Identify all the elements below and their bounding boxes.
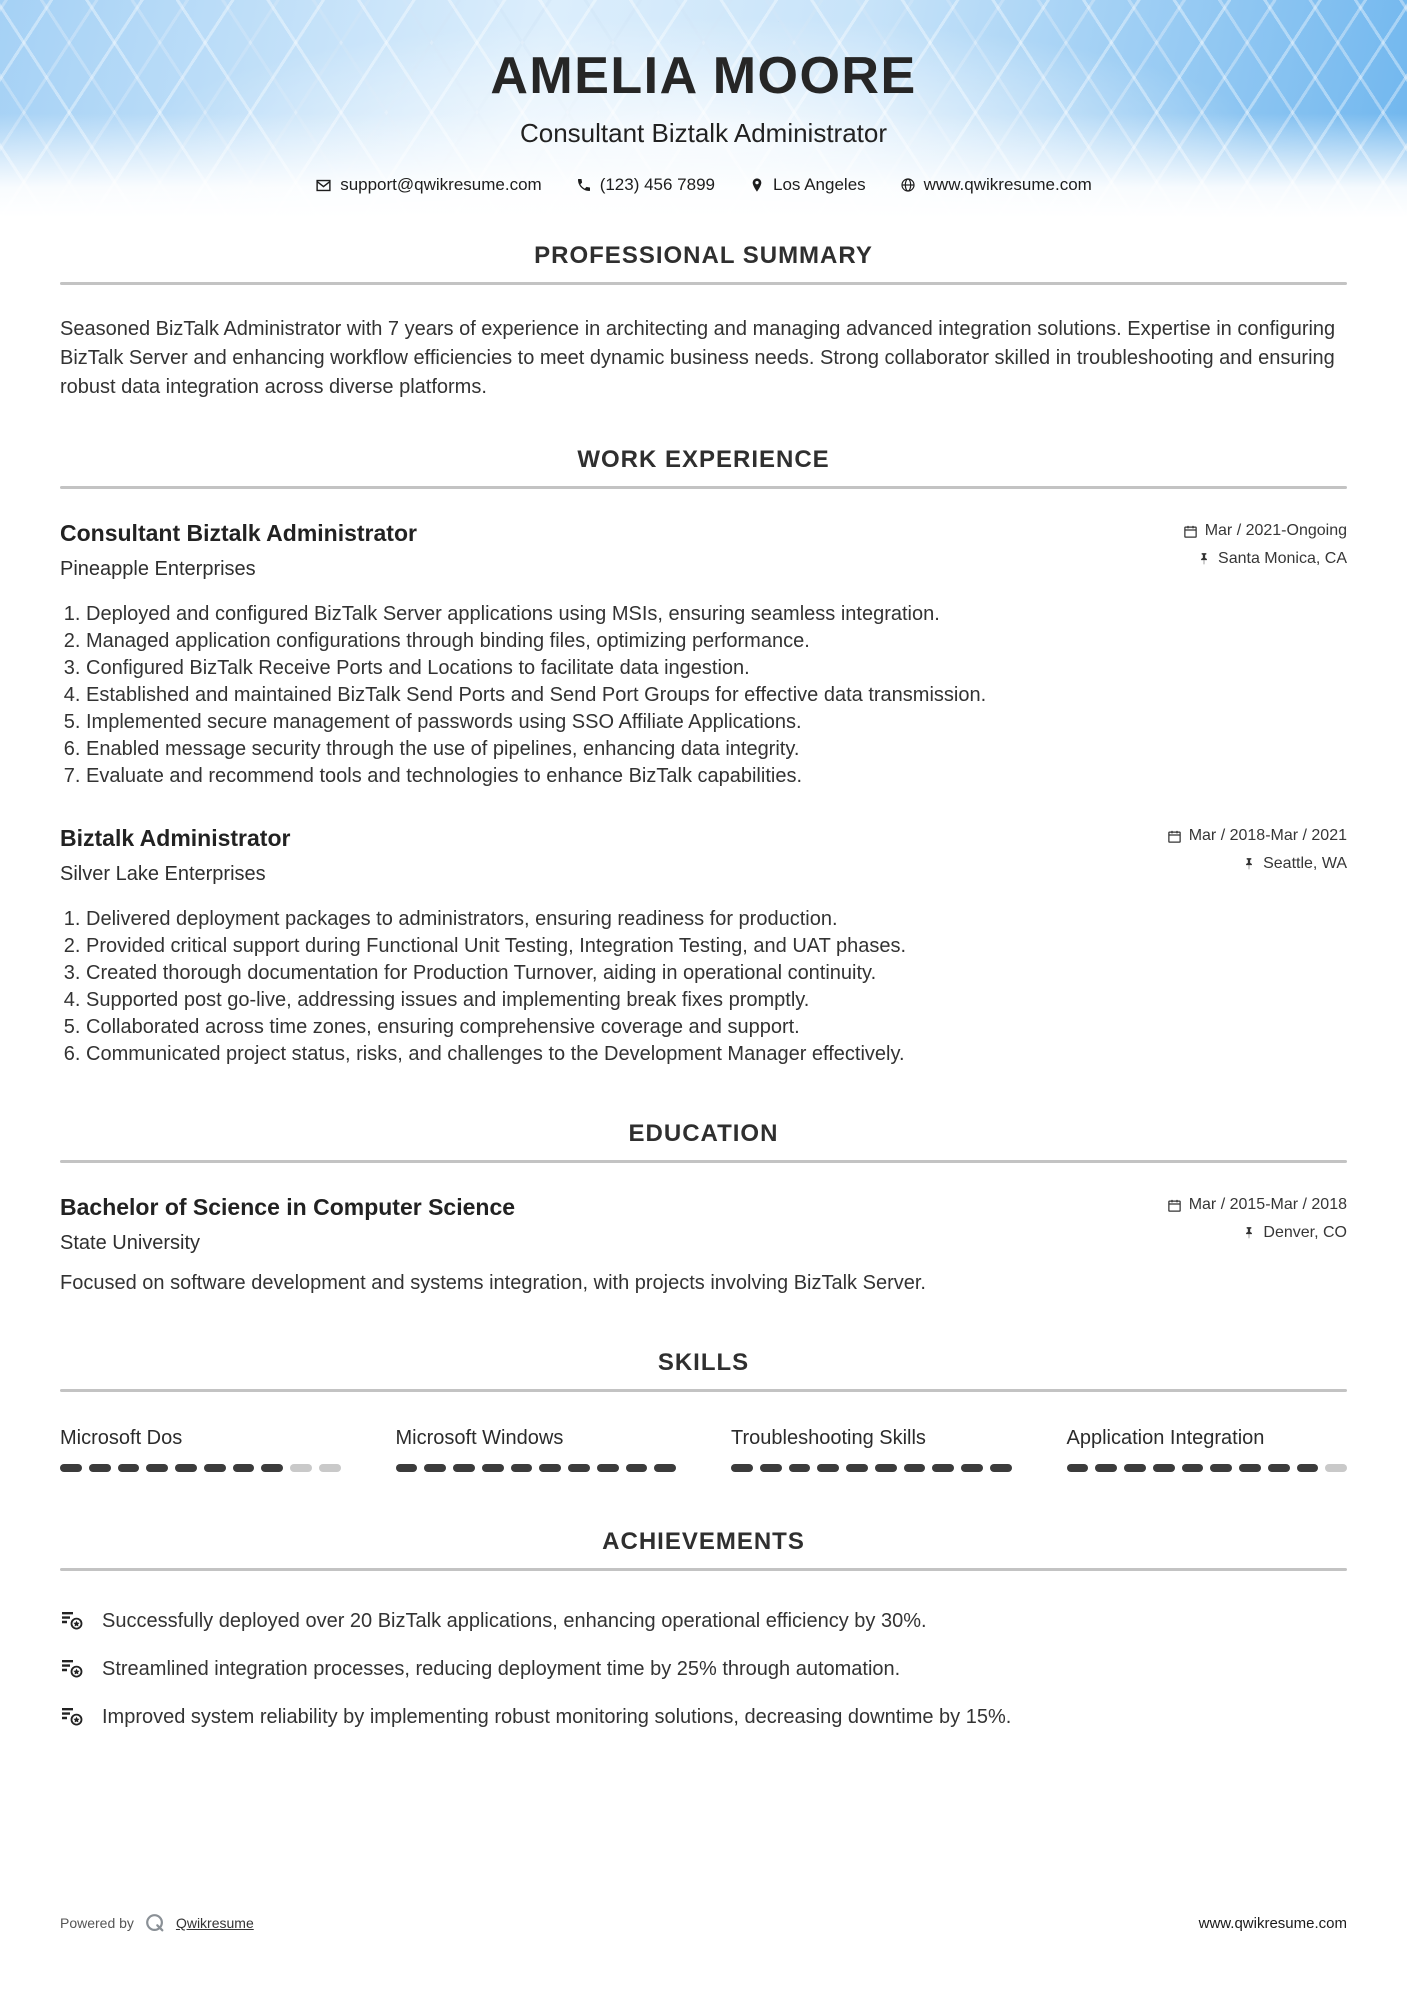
job-location [1167, 852, 1347, 876]
skill-bar-segment [118, 1464, 140, 1472]
achievement-text: Improved system reliability by implementing robust monitoring solutions, decreasing downtime by 15%. [102, 1706, 1012, 1728]
job-dates [1183, 519, 1347, 543]
job-title: Biztalk Administrator [60, 825, 291, 851]
job-bullet: 6. Communicated project status, risks, and challenges to the Development Manager effectively. [86, 1041, 1347, 1068]
phone-icon [576, 177, 592, 193]
calendar-icon [1167, 1198, 1182, 1213]
job-header [60, 519, 1347, 581]
skill-bar-segment [731, 1464, 753, 1472]
skill-bar-segment [1325, 1464, 1347, 1472]
job-bullet: 2. Provided critical support during Functional Unit Testing, Integration Testing, and UAT phases. [86, 933, 1347, 960]
skill-bar-segment [539, 1464, 561, 1472]
contact-website-text: www.qwikresume.com [923, 175, 1092, 194]
footer-website-link[interactable]: www.qwikresume.com [1198, 1914, 1347, 1932]
skill-bar-segment [424, 1464, 446, 1472]
pushpin-icon [1242, 857, 1256, 871]
skill-bar-segment [932, 1464, 954, 1472]
globe-icon [900, 177, 916, 193]
skill-bar-segment [1153, 1464, 1175, 1472]
contact-location [749, 175, 866, 195]
job-bullet: 7. Evaluate and recommend tools and technologies to enhance BizTalk capabilities. [86, 763, 1347, 790]
job-meta [1183, 519, 1347, 571]
skill-bar-segment [319, 1464, 341, 1472]
job-bullet: 5. Collaborated across time zones, ensuring comprehensive coverage and support. [86, 1014, 1347, 1041]
skill-item [396, 1426, 677, 1472]
skill-bar-segment [760, 1464, 782, 1472]
job-entry [60, 519, 1347, 790]
contact-location-text: Los Angeles [773, 175, 866, 194]
skill-name: Microsoft Dos [60, 1427, 183, 1449]
job-bullet: 1. Delivered deployment packages to administrators, ensuring readiness for production. [86, 906, 1347, 933]
skill-bar-segment [233, 1464, 255, 1472]
skill-bar-segment [60, 1464, 82, 1472]
education-header [60, 1193, 1347, 1255]
skill-bar-segment [204, 1464, 226, 1472]
candidate-name: AMELIA MOORE [490, 47, 917, 105]
skill-bar-segment [846, 1464, 868, 1472]
skill-bar-segment [1210, 1464, 1232, 1472]
skill-bar-segment [1095, 1464, 1117, 1472]
skill-bar [1067, 1464, 1348, 1472]
envelope-icon [315, 177, 332, 194]
education-meta [1167, 1193, 1347, 1245]
section-work-experience [60, 446, 1347, 1068]
skill-bar [396, 1464, 677, 1472]
education-entry [60, 1193, 1347, 1297]
job-bullet: 2. Managed application configurations through binding files, optimizing performance. [86, 628, 1347, 655]
job-title: Consultant Biztalk Administrator [60, 520, 417, 546]
skill-bar-segment [1239, 1464, 1261, 1472]
medal-icon [60, 1609, 84, 1633]
job-dates-text: Mar / 2018-Mar / 2021 [1188, 827, 1347, 844]
skill-bar-segment [482, 1464, 504, 1472]
skill-bar-segment [904, 1464, 926, 1472]
school-name: State University [60, 1232, 201, 1254]
skill-bar-segment [89, 1464, 111, 1472]
job-bullet: 6. Enabled message security through the use of pipelines, enhancing data integrity. [86, 736, 1347, 763]
contact-website[interactable] [900, 175, 1092, 195]
achievement-item [60, 1607, 1347, 1635]
job-meta [1167, 824, 1347, 876]
skill-bar-segment [990, 1464, 1012, 1472]
contact-row [0, 175, 1407, 195]
skill-item [60, 1426, 341, 1472]
degree-title: Bachelor of Science in Computer Science [60, 1194, 516, 1220]
skill-bar-segment [817, 1464, 839, 1472]
job-company: Silver Lake Enterprises [60, 863, 266, 885]
skill-bar-segment [261, 1464, 283, 1472]
skill-bar-segment [875, 1464, 897, 1472]
summary-heading: PROFESSIONAL SUMMARY [534, 242, 873, 269]
contact-email-text: support@qwikresume.com [340, 175, 542, 194]
resume-body [0, 242, 1407, 1731]
job-bullet: 5. Implemented secure management of passwords using SSO Affiliate Applications. [86, 709, 1347, 736]
skill-bar-segment [1124, 1464, 1146, 1472]
medal-icon [60, 1705, 84, 1729]
education-heading: EDUCATION [628, 1120, 779, 1147]
skill-bar-segment [1268, 1464, 1290, 1472]
skill-bar [60, 1464, 341, 1472]
skill-bar-segment [626, 1464, 648, 1472]
job-dates [1167, 824, 1347, 848]
job-location-text: Santa Monica, CA [1218, 550, 1347, 567]
job-header-left [60, 519, 417, 581]
powered-by-label: Powered by [60, 1915, 134, 1931]
section-skills [60, 1349, 1347, 1472]
skills-grid [60, 1426, 1347, 1472]
skill-bar-segment [146, 1464, 168, 1472]
skill-bar-segment [511, 1464, 533, 1472]
education-location [1167, 1221, 1347, 1245]
skill-bar-segment [961, 1464, 983, 1472]
skill-bar-segment [789, 1464, 811, 1472]
skill-item [1067, 1426, 1348, 1472]
skill-bar-segment [597, 1464, 619, 1472]
job-bullet: 4. Supported post go-live, addressing issues and implementing break fixes promptly. [86, 987, 1347, 1014]
qwikresume-logo [144, 1912, 166, 1934]
candidate-title: Consultant Biztalk Administrator [519, 118, 888, 148]
contact-phone [576, 175, 715, 195]
job-bullet-list [60, 601, 1347, 790]
education-dates-text: Mar / 2015-Mar / 2018 [1188, 1196, 1347, 1213]
footer [60, 1912, 1347, 1934]
skills-heading: SKILLS [657, 1349, 750, 1376]
section-divider [60, 1568, 1347, 1571]
skill-bar-segment [654, 1464, 676, 1472]
job-bullet: 3. Configured BizTalk Receive Ports and Locations to facilitate data ingestion. [86, 655, 1347, 682]
experience-heading: WORK EXPERIENCE [577, 446, 830, 473]
contact-phone-text: (123) 456 7899 [599, 175, 716, 194]
job-bullet: 1. Deployed and configured BizTalk Server applications using MSIs, ensuring seamless integration. [86, 601, 1347, 628]
achievement-item [60, 1703, 1347, 1731]
skill-bar-segment [175, 1464, 197, 1472]
education-location-text: Denver, CO [1263, 1224, 1347, 1241]
job-location-text: Seattle, WA [1263, 855, 1347, 872]
qwikresume-link[interactable]: Qwikresume [175, 1915, 254, 1931]
skill-name: Application Integration [1066, 1427, 1265, 1449]
education-dates [1167, 1193, 1347, 1217]
calendar-icon [1183, 524, 1198, 539]
job-header-left [60, 824, 290, 886]
education-header-left [60, 1193, 515, 1255]
skill-item [731, 1426, 1012, 1472]
section-divider [60, 282, 1347, 285]
job-dates-text: Mar / 2021-Ongoing [1204, 522, 1347, 539]
job-bullet-list [60, 906, 1347, 1068]
medal-icon [60, 1657, 84, 1681]
skill-name: Microsoft Windows [395, 1427, 564, 1449]
achievement-text: Successfully deployed over 20 BizTalk applications, enhancing operational efficiency by 30%. [102, 1610, 927, 1632]
skill-name: Troubleshooting Skills [731, 1427, 926, 1449]
job-entry [60, 824, 1347, 1068]
job-company: Pineapple Enterprises [60, 558, 256, 580]
achievement-item [60, 1655, 1347, 1683]
skill-bar-segment [568, 1464, 590, 1472]
summary-text: Seasoned BizTalk Administrator with 7 years of experience in architecting and managing advanced integration solutions. Expertise in configuring BizTalk Server and enhancing workflow efficiencies to meet dynamic business needs. Strong collaborator skilled in troubleshooting and ensuring robust data integration across diverse platforms. [60, 318, 1336, 398]
achievements-list [60, 1607, 1347, 1731]
skill-bar [731, 1464, 1012, 1472]
pushpin-icon [1197, 552, 1211, 566]
section-professional-summary [60, 242, 1347, 402]
section-divider [60, 1389, 1347, 1392]
job-header [60, 824, 1347, 886]
map-pin-icon [749, 177, 765, 193]
achievement-text: Streamlined integration processes, reducing deployment time by 25% through automation. [102, 1658, 901, 1680]
section-divider [60, 1160, 1347, 1163]
skill-bar-segment [1182, 1464, 1204, 1472]
skill-bar-segment [396, 1464, 418, 1472]
job-location [1183, 547, 1347, 571]
pushpin-icon [1242, 1226, 1256, 1240]
section-divider [60, 486, 1347, 489]
calendar-icon [1167, 829, 1182, 844]
skill-bar-segment [453, 1464, 475, 1472]
education-description: Focused on software development and systems integration, with projects involving BizTalk Server. [60, 1272, 926, 1294]
skill-bar-segment [1297, 1464, 1319, 1472]
achievements-heading: ACHIEVEMENTS [602, 1528, 805, 1555]
section-education [60, 1120, 1347, 1297]
section-achievements [60, 1528, 1347, 1731]
contact-email[interactable] [315, 175, 542, 195]
job-bullet: 4. Established and maintained BizTalk Send Ports and Send Port Groups for effective data transmission. [86, 682, 1347, 709]
footer-branding [60, 1912, 254, 1934]
skill-bar-segment [290, 1464, 312, 1472]
skill-bar-segment [1067, 1464, 1089, 1472]
job-bullet: 3. Created thorough documentation for Production Turnover, aiding in operational continuity. [86, 960, 1347, 987]
resume-header [0, 0, 1407, 218]
